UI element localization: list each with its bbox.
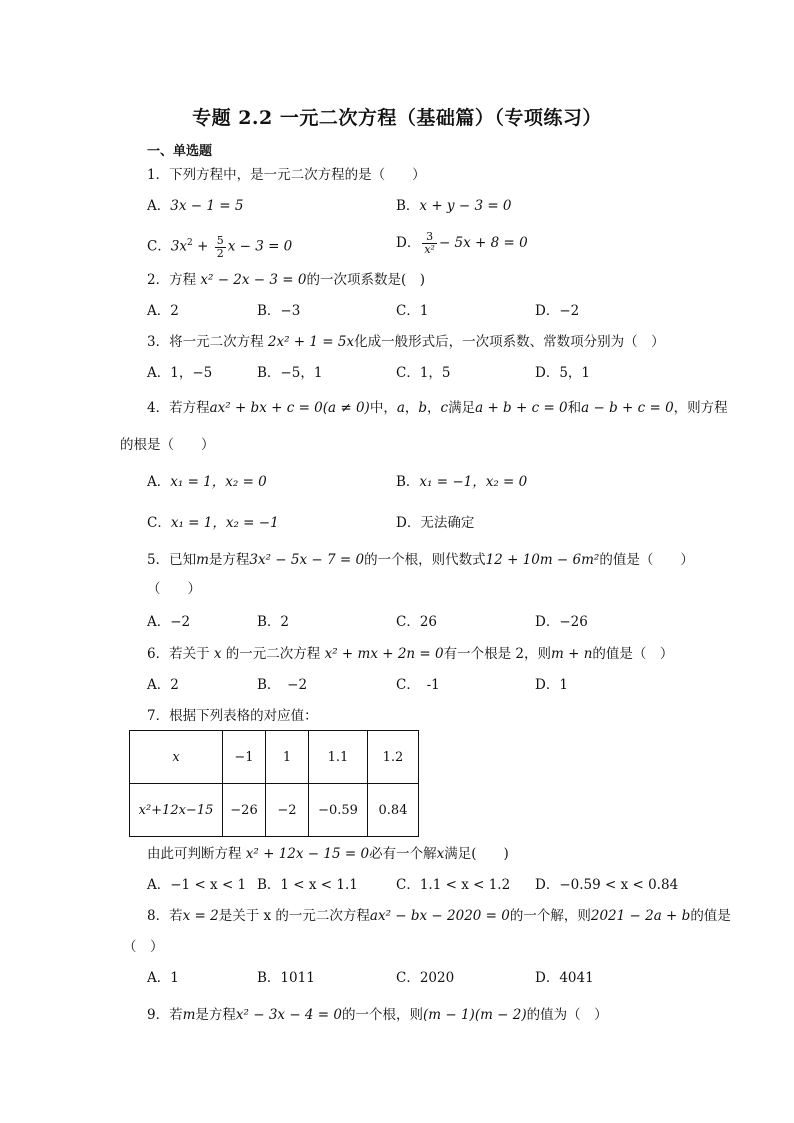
table-cell: 1.2 — [368, 731, 419, 784]
question-9-stem: 9．若m是方程x² − 3x − 4 = 0的一个根，则(m − 1)(m − 2)的值为（ ） — [147, 1007, 608, 1023]
table-cell: −0.59 — [309, 784, 368, 837]
question-8-stem: 8．若x = 2是关于 x 的一元二次方程ax² − bx − 2020 = 0的一个解，则2021 − 2a + b的值是 — [147, 908, 731, 924]
question-3-stem: 3．将一元二次方程 2x² + 1 = 5x化成一般形式后，一次项系数、常数项分别为（ ） — [147, 334, 665, 350]
question-7-stem: 7．根据下列表格的对应值： — [147, 708, 318, 724]
table-cell: 1 — [266, 731, 309, 784]
table-cell: 1.1 — [309, 731, 368, 784]
q6-option-c: C． -1 — [396, 677, 440, 693]
q2-option-b: B．−3 — [257, 303, 301, 319]
question-5-stem-line2: （ ） — [147, 581, 201, 597]
q6-option-a: A．2 — [147, 677, 179, 693]
fraction-five-halves: $\frac{5}{2}$ — [216, 233, 224, 260]
q8-option-d: D．4041 — [535, 970, 594, 986]
q7-option-b: B．1 < x < 1.1 — [257, 877, 358, 893]
q4-option-b: B．x₁ = −1，x₂ = 0 — [396, 474, 528, 490]
fraction-three-over-x2: $\frac{3}{\text{x²}}$ — [424, 230, 435, 256]
question-5-stem: 5．已知m是方程3x² − 5x − 7 = 0的一个根，则代数式12 + 10m − 6m²的值是（ ） — [147, 552, 694, 568]
q3-option-b: B．−5，1 — [257, 365, 323, 381]
q5-option-a: A．−2 — [147, 614, 191, 630]
question-1-stem: 1．下列方程中，是一元二次方程的是（ ） — [147, 167, 426, 183]
table-row — [130, 784, 419, 837]
table-cell: −1 — [223, 731, 266, 784]
q3-option-a: A．1，−5 — [147, 365, 213, 381]
q1-option-b: B．x + y − 3 = 0 — [396, 198, 512, 214]
q6-option-b: B． −2 — [257, 677, 308, 693]
page-title: 专题 2.2 一元二次方程（基础篇）（专项练习） — [192, 107, 602, 129]
q8-option-b: B．1011 — [257, 970, 315, 986]
value-table — [129, 730, 419, 837]
q1-option-c: C．$3x^2$ + $\frac{5}{2}$ x − 3 = 0 — [147, 233, 293, 260]
q6-option-d: D．1 — [535, 677, 568, 693]
q5-option-d: D．−26 — [535, 614, 588, 630]
q1-option-d: D． $\frac{3}{\text{x²}}$ − 5x + 8 = 0 — [396, 230, 528, 256]
q5-option-b: B．2 — [257, 614, 290, 630]
q8-option-a: A．1 — [147, 970, 179, 986]
q2-option-d: D．−2 — [535, 303, 580, 319]
q1-option-a: A．3x − 1 = 5 — [147, 198, 244, 214]
table-row — [130, 731, 419, 784]
q2-option-c: C．1 — [396, 303, 429, 319]
q4-option-c: C．x₁ = 1，x₂ = −1 — [147, 515, 279, 531]
q5-option-c: C．26 — [396, 614, 438, 630]
q4-option-d: D．无法确定 — [396, 515, 475, 531]
q3-option-d: D．5，1 — [535, 365, 591, 381]
q3-option-c: C．1，5 — [396, 365, 451, 381]
table-cell: x — [130, 731, 223, 784]
table-cell: −2 — [266, 784, 309, 837]
q7-option-c: C．1.1 < x < 1.2 — [396, 877, 511, 893]
q7-option-a: A．−1 < x < 1 — [147, 877, 247, 893]
table-cell: −26 — [223, 784, 266, 837]
section-heading: 一、单选题 — [147, 144, 213, 159]
q7-option-d: D．−0.59 < x < 0.84 — [535, 877, 679, 893]
question-8-stem-line2: （ ） — [123, 939, 164, 955]
q8-option-c: C．2020 — [396, 970, 455, 986]
table-cell: x²+12x−15 — [130, 784, 223, 837]
question-4-stem-line2: 的根是（ ） — [120, 437, 215, 453]
q4-option-a: A．x₁ = 1，x₂ = 0 — [147, 474, 267, 490]
question-7-followup: 由此可判断方程 x² + 12x − 15 = 0必有一个解x满足( ) — [147, 846, 509, 862]
question-6-stem: 6．若关于 x 的一元二次方程 x² + mx + 2n = 0有一个根是 2，则m + n的值是（ ） — [147, 646, 674, 662]
table-cell: 0.84 — [368, 784, 419, 837]
question-2-stem: 2．方程 x² − 2x − 3 = 0的一次项系数是( ) — [147, 272, 426, 288]
question-4-stem: 4．若方程ax² + bx + c = 0(a ≠ 0)中，a，b，c满足a + b + c = 0和a − b + c = 0，则方程 — [147, 400, 728, 416]
q2-option-a: A．2 — [147, 303, 179, 319]
